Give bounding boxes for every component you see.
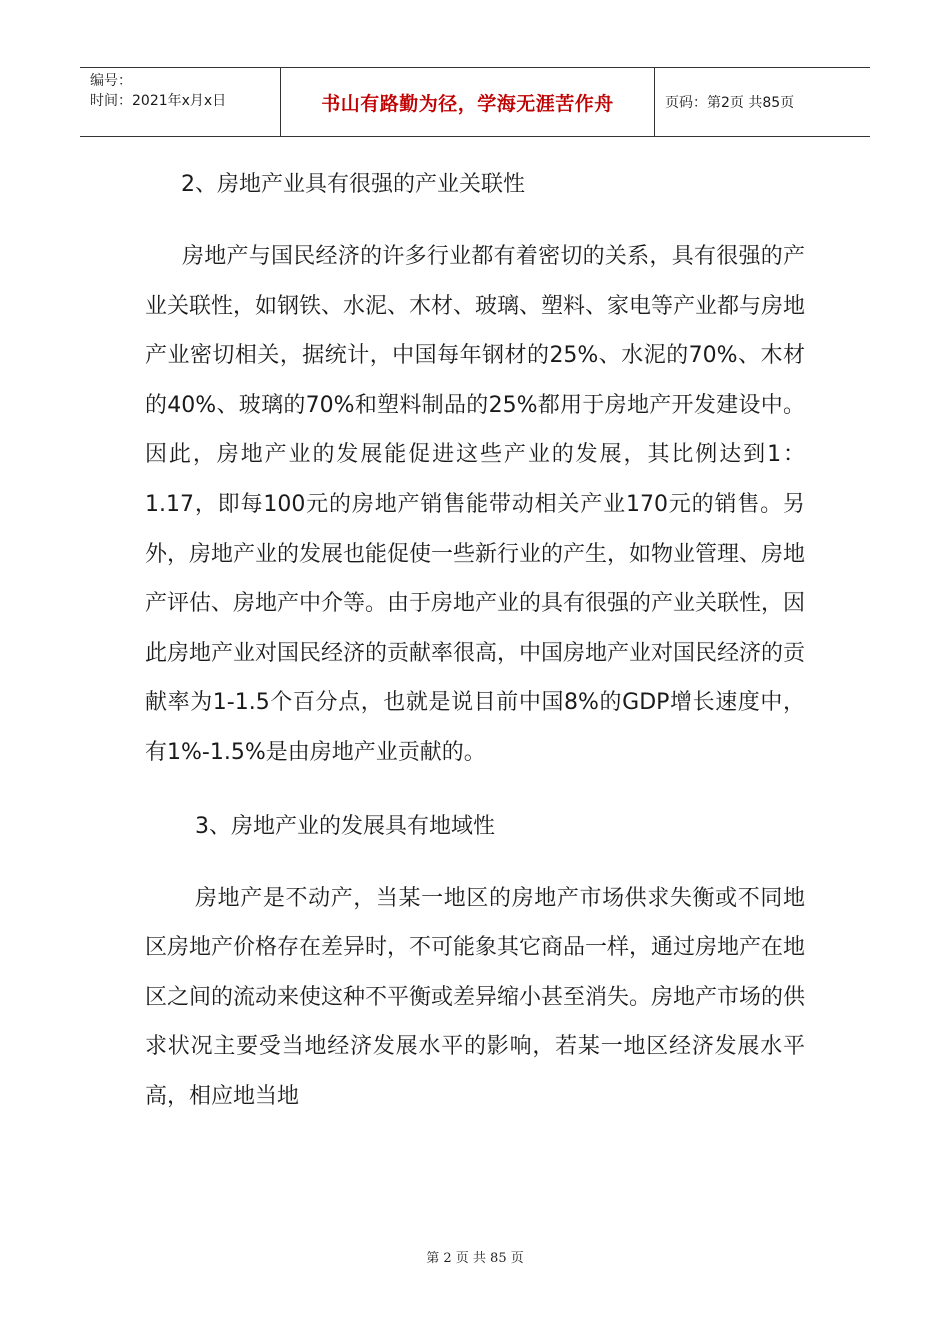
header-page-code: 页码：第2页 共85页: [665, 95, 795, 111]
page-footer: 第 2 页 共 85 页: [426, 1251, 524, 1266]
document-time-label: 时间：2021年x月x日: [90, 93, 227, 109]
section-paragraph-2: 房地产与国民经济的许多行业都有着密切的关系，具有很强的产业关联性，如钢铁、水泥、木材、玻璃、塑料、家电等产业都与房地产业密切相关，据统计，中国每年钢材的25%、水泥的70%、木材的40%、玻璃的70%和塑料制品的25%都用于房地产开发建设中。因此，房地产业的发展能促进这些产业的发展，其比例达到1：1.17，即每100元的房地产销售能带动相关产业170元的销售。另外，房地产业的发展也能促使一些新行业的产生，如物业管理、房地产评估、房地产中介等。由于房地产业的具有很强的产业关联性，因此房地产业对国民经济的贡献率很高，中国房地产业对国民经济的贡献率为1-1.5个百分点，也就是说目前中国8%的GDP增长速度中，有1%-1.5%是由房地产业贡献的。: [145, 244, 806, 765]
section-heading-3: 3、房地产业的发展具有地域性: [195, 813, 495, 839]
section-heading-2: 2、房地产业具有很强的产业关联性: [181, 172, 525, 197]
document-body: [145, 160, 805, 1122]
document-header: [80, 67, 870, 137]
header-motto: 书山有路勤为径，学海无涯苦作舟: [321, 92, 614, 115]
header-page-cell: [655, 68, 870, 136]
section-paragraph-3: 房地产是不动产，当某一地区的房地产市场供求失衡或不同地区房地产价格存在差异时，不可能象其它商品一样，通过房地产在地区之间的流动来使这种不平衡或差异缩小甚至消失。房地产市场的供求状况主要受当地经济发展水平的影响，若某一地区经济发展水平高，相应地当地: [145, 885, 806, 1109]
header-meta-cell: [80, 68, 281, 136]
header-motto-cell: [281, 68, 655, 136]
document-number-label: 编号：: [90, 73, 132, 89]
